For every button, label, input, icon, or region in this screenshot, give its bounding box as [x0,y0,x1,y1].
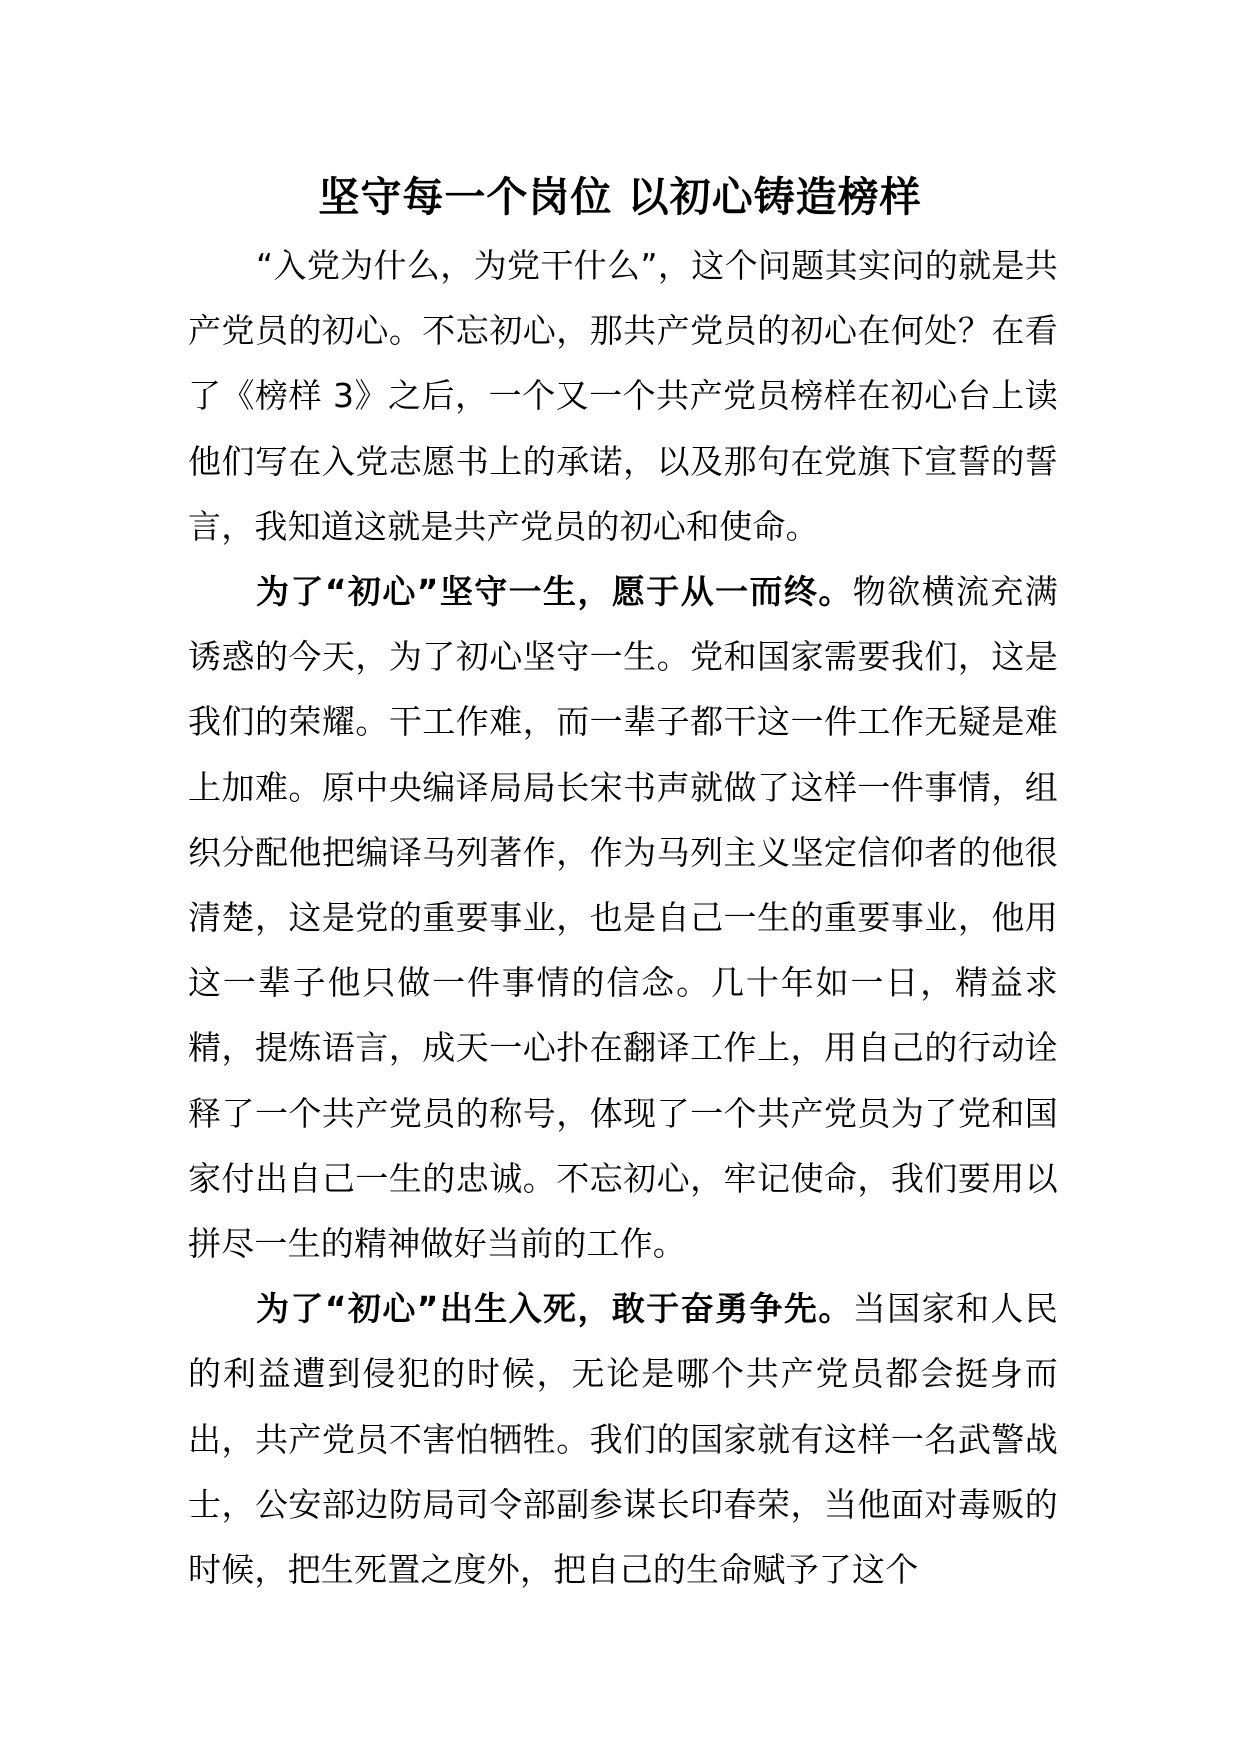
paragraph-devotion [188,559,1058,1276]
paragraph-text: 当国家和人民的利益遭到侵犯的时候，无论是哪个共产党员都会挺身而出，共产党员不害怕牺牲。我们的国家就有这样一名武警战士，公安部边防局司令部副参谋长印春荣，当他面对毒贩的时候，把生死置之度外，把自己的生命赋予了这个 [188,1289,1058,1590]
paragraph-intro [188,233,1058,559]
paragraph-sacrifice [188,1276,1058,1602]
paragraph-lead: 为了“初心”坚守一生，愿于从一而终。 [256,572,853,612]
document-body [188,233,1058,1602]
paragraph-text: “入党为什么，为党干什么”，这个问题其实问的就是共产党员的初心。不忘初心，那共产党员的初心在何处？在看了《榜样 3》之后，一个又一个共产党员榜样在初心台上读他们写在入党志愿书上的承诺，以及那句在党旗下宣誓的誓言，我知道这就是共产党员的初心和使命。 [188,246,1058,546]
paragraph-text: 物欲横流充满诱惑的今天，为了初心坚守一生。党和国家需要我们，这是我们的荣耀。干工作难，而一辈子都干这一件工作无疑是难上加难。原中央编译局局长宋书声就做了这样一件事情，组织分配他把编译马列著作，作为马列主义坚定信仰者的他很清楚，这是党的重要事业，也是自己一生的重要事业，他用这一辈子他只做一件事情的信念。几十年如一日，精益求精，提炼语言，成天一心扑在翻译工作上，用自己的行动诠释了一个共产党员的称号，体现了一个共产党员为了党和国家付出自己一生的忠诚。不忘初心，牢记使命，我们要用以拼尽一生的精神做好当前的工作。 [188,572,1058,1264]
paragraph-lead: 为了“初心”出生入死，敢于奋勇争先。 [256,1289,853,1329]
document-title: 坚守每一个岗位 以初心铸造榜样 [318,173,922,221]
